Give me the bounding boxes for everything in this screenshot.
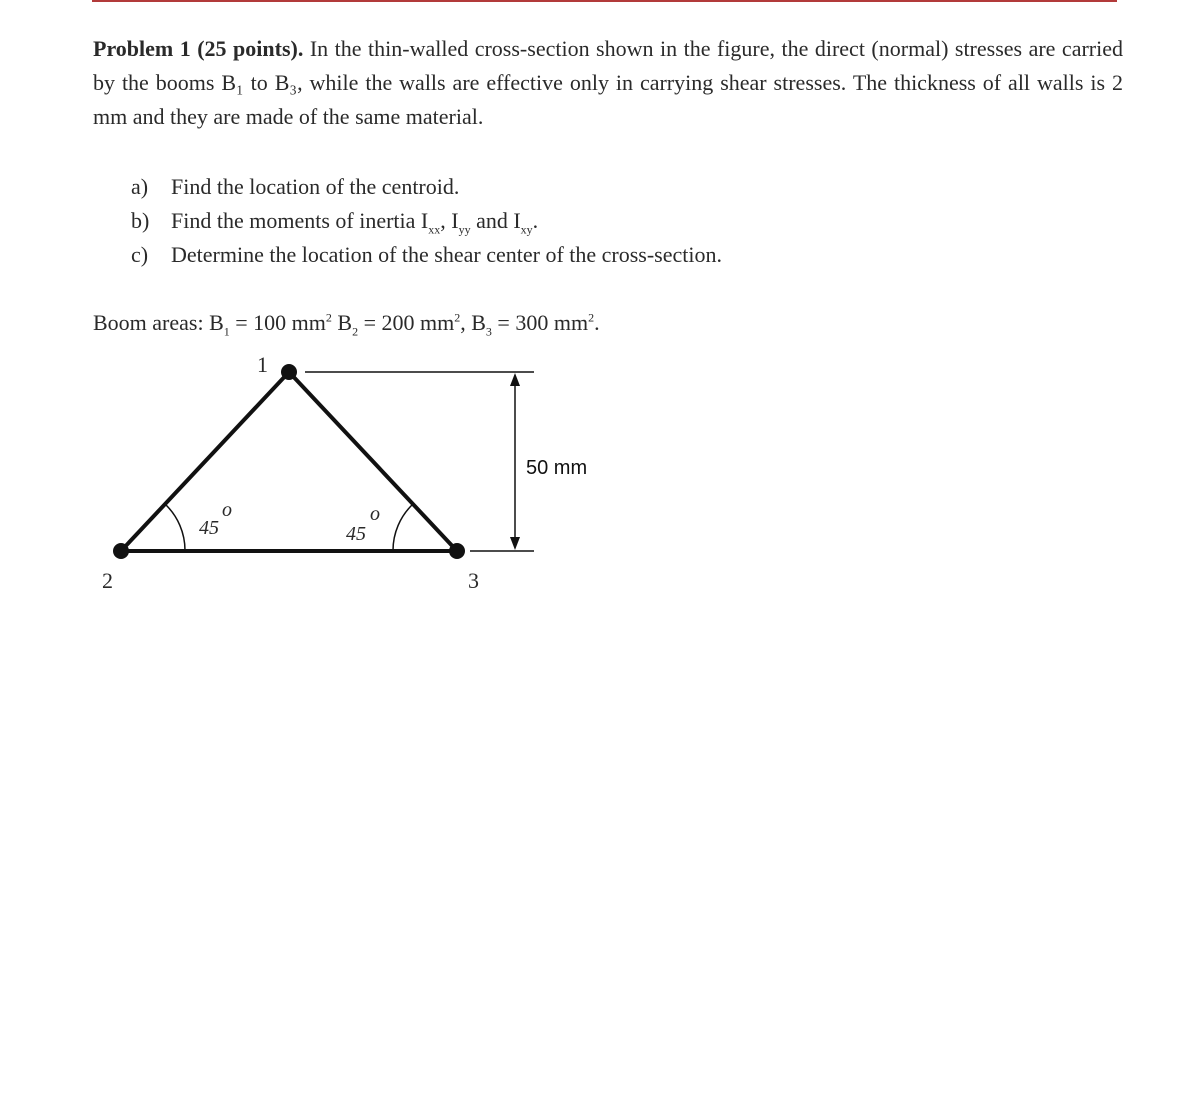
boom-2 bbox=[113, 543, 129, 559]
task-text: and I bbox=[470, 208, 521, 233]
angle-arc-right bbox=[393, 504, 413, 551]
task-marker: b) bbox=[131, 208, 150, 233]
boom-1-area: = 100 mm bbox=[229, 310, 326, 335]
task-text: Determine the location of the shear center of the cross-section. bbox=[171, 242, 722, 267]
task-text: Find the location of the centroid. bbox=[171, 174, 460, 199]
subscript-xy: xy bbox=[520, 222, 533, 237]
degree-mark: o bbox=[370, 503, 380, 525]
degree-mark: o bbox=[222, 499, 232, 521]
angle-left-label: 45 bbox=[199, 517, 219, 539]
angle-right-label: 45 bbox=[346, 523, 366, 545]
boom-3-label: , B bbox=[460, 310, 486, 335]
subscript-yy: yy bbox=[458, 222, 471, 237]
superscript-2: 2 bbox=[588, 310, 595, 325]
task-text: . bbox=[532, 208, 539, 233]
boom-3-area: = 300 mm bbox=[491, 310, 589, 335]
boom-1-label: 1 bbox=[257, 352, 268, 377]
boom-areas-label: Boom areas: B bbox=[93, 310, 224, 335]
dimension-label: 50 mm bbox=[526, 457, 588, 479]
problem-text: In the thin-walled cross-section shown in the figure, the direct (normal) stresses are carried by the booms B₁ to B₃, while the walls are effective only in carrying shear stresses. The thickness of all walls is 2 mm and they are made of the same material. bbox=[93, 36, 1123, 129]
boom-2-area: = 200 mm bbox=[358, 310, 455, 335]
boom-2-label: 2 bbox=[102, 568, 113, 593]
subscript-3: 3 bbox=[485, 324, 492, 339]
boom-3 bbox=[449, 543, 465, 559]
angle-arc-left bbox=[165, 504, 185, 551]
task-text: Find the moments of inertia I bbox=[171, 208, 429, 233]
boom-1 bbox=[281, 364, 297, 380]
superscript-2: 2 bbox=[454, 310, 461, 325]
task-marker: a) bbox=[131, 174, 149, 199]
boom-3-label: 3 bbox=[468, 568, 479, 593]
boom-2-label: B bbox=[331, 310, 353, 335]
dimension-arrow-down-icon bbox=[510, 537, 520, 550]
subscript-2: 2 bbox=[352, 324, 359, 339]
period: . bbox=[594, 310, 600, 335]
subscript-1: 1 bbox=[223, 324, 230, 339]
superscript-2: 2 bbox=[325, 310, 332, 325]
subscript-xx: xx bbox=[428, 222, 441, 237]
dimension-arrow-up-icon bbox=[510, 373, 520, 386]
task-marker: c) bbox=[131, 242, 149, 267]
task-text: , I bbox=[440, 208, 459, 233]
problem-heading: Problem 1 (25 points). bbox=[93, 36, 304, 61]
